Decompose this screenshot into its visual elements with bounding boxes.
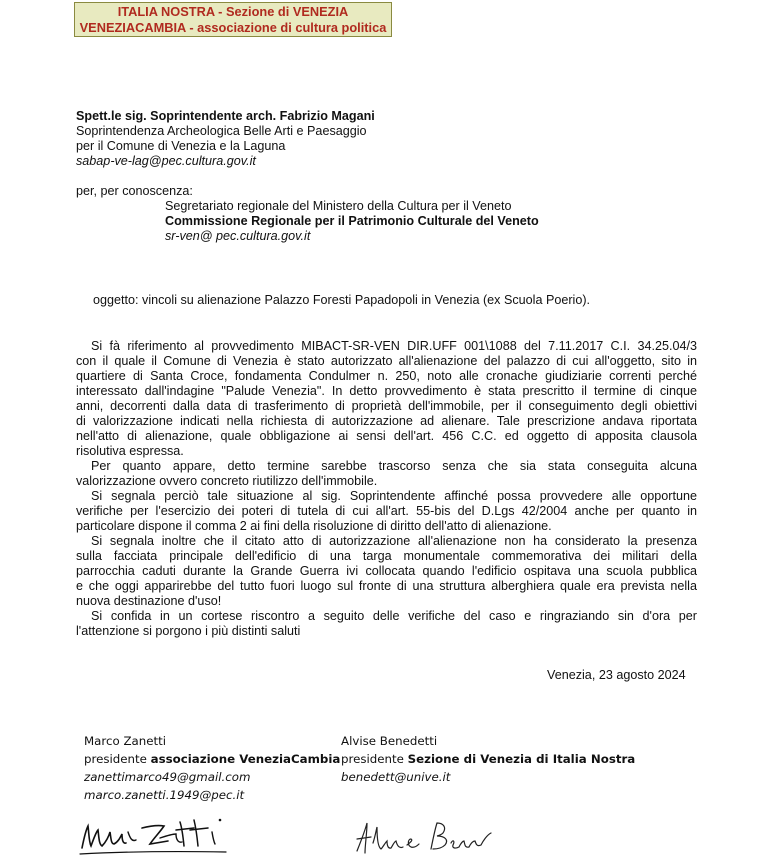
role-prefix: presidente (84, 752, 151, 766)
body-line: Si segnala inoltre che il citato atto di autorizzazione all'alienazione non ha considerato la presenza (91, 534, 697, 548)
role-prefix: presidente (341, 752, 408, 766)
body-line: parrocchia caduti durante la Grande Guerra ivi collocata quando l'edificio ospitava una scuola pubblica (76, 564, 697, 578)
body-line: Si fà riferimento al provvedimento MIBACT-SR-VEN DIR.UFF 001\1088 del 7.11.2017 C.I. 34.25.04/3 (91, 339, 697, 353)
recipient-name: Spett.le sig. Soprintendente arch. Fabrizio Magani (76, 109, 375, 123)
letter-body (76, 339, 697, 639)
body-line: nuova destinazione d'uso! (76, 594, 222, 608)
body-line: anni, decorrenti dalla data di trasferimento di proprietà dell'immobile, per il conseguimento degli obiettivi (76, 399, 697, 413)
signatory-benedetti (341, 732, 635, 786)
signature-zanetti (76, 808, 256, 860)
body-line: e che oggi apparirebbe del tutto fuori luogo sul fronte di una struttura alberghiera quale era prevista nella (76, 579, 697, 593)
body-line: sulla facciata principale dell'edificio di una targa monumentale commemorativa dei militari della (76, 549, 697, 563)
signatory-role (341, 750, 635, 768)
body-line: Per quanto appare, detto termine sarebbe trascorso senza che sia stata conseguita alcuna (91, 459, 697, 473)
signatory-name: Marco Zanetti (84, 734, 167, 748)
paragraph (76, 489, 697, 534)
body-line: con il quale il Comune di Venezia è stato autorizzato all'alienazione del palazzo di cui all'oggetto, sito in (76, 354, 697, 368)
paragraph (76, 339, 697, 459)
role-org: associazione VeneziaCambia (150, 752, 341, 766)
body-line: quartiere di Santa Croce, fondamenta Condulmer n. 250, noto alle cronache giudiziarie correnti perché (76, 369, 697, 383)
signature-benedetti (351, 815, 511, 863)
body-line: verifiche per l'esercizio dei poteri di tutela di cui all'art. 55-bis del D.Lgs 42/2004 anche per quanto in (76, 504, 697, 518)
body-line: particolare dispone il comma 2 ai fini della risoluzione di diritto dell'atto di alienazione. (76, 519, 552, 533)
recipient-area: per il Comune di Venezia e la Laguna (76, 139, 286, 153)
letterhead-line-1: ITALIA NOSTRA - Sezione di VENEZIA (117, 4, 349, 19)
body-line: di valorizzazione indicati nella richiesta di autorizzazione ad alienare. Tale prescrizione andava riportata (76, 414, 697, 428)
paragraph (76, 534, 697, 609)
body-line: risolutiva espressa. (76, 444, 184, 458)
body-line: interessato dall'indagine "Palude Venezia". In detto provvedimento è stata prescritto il termine di cinque (76, 384, 697, 398)
body-line: l'attenzione si porgono i più distinti saluti (76, 624, 301, 638)
cc-line-2: Commissione Regionale per il Patrimonio Culturale del Veneto (165, 214, 539, 228)
body-line: nell'atto di alienazione, quale obbligazione ai sensi dell'art. 456 C.C. ed oggetto di apposita clausola (76, 429, 697, 443)
letterhead-box (74, 2, 392, 37)
cc-line-1: Segretariato regionale del Ministero della Cultura per il Veneto (165, 199, 512, 213)
subject-line: oggetto: vincoli su alienazione Palazzo Foresti Papadopoli in Venezia (ex Scuola Poerio). (93, 293, 591, 307)
signatory-pec: marco.zanetti.1949@pec.it (84, 788, 245, 802)
body-line: valorizzazione ovvero concreto riutilizzo dell'immobile. (76, 474, 378, 488)
signatory-zanetti (84, 732, 340, 804)
cc-block (165, 199, 539, 244)
date-place: Venezia, 23 agosto 2024 (547, 668, 686, 682)
signatory-email: zanettimarco49@gmail.com (84, 770, 251, 784)
paragraph (76, 609, 697, 639)
signatory-role (84, 750, 340, 768)
recipient-block (76, 109, 375, 169)
recipient-email: sabap-ve-lag@pec.cultura.gov.it (76, 154, 256, 168)
body-line: Si segnala perciò tale situazione al sig. Soprintendente affinché possa provvedere alle opportune (91, 489, 697, 503)
paragraph (76, 459, 697, 489)
signatory-email: benedett@unive.it (341, 770, 451, 784)
body-line: Si confida in un cortese riscontro a seguito delle verifiche del caso e ringraziando sin d'ora per (91, 609, 697, 623)
letterhead-line-2: VENEZIACAMBIA - associazione di cultura politica (79, 20, 387, 35)
recipient-org: Soprintendenza Archeologica Belle Arti e Paesaggio (76, 124, 367, 138)
cc-email: sr-ven@ pec.cultura.gov.it (165, 229, 311, 243)
signatory-name: Alvise Benedetti (341, 734, 438, 748)
cc-intro: per, per conoscenza: (76, 184, 193, 198)
role-org: Sezione di Venezia di Italia Nostra (407, 752, 636, 766)
